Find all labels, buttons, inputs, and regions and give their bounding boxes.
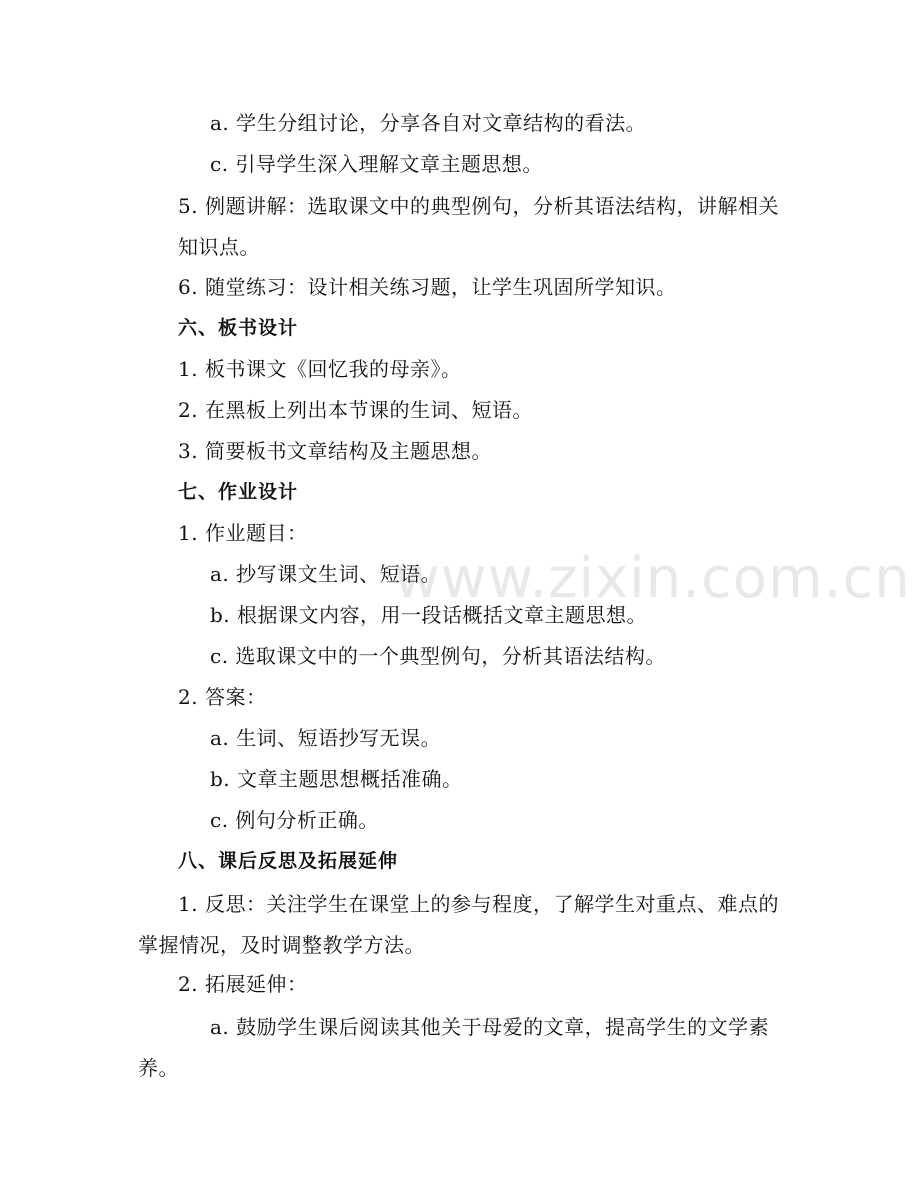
section-heading: 八、课后反思及拓展延伸 bbox=[178, 850, 399, 872]
paragraph-item-6: 6. 随堂练习：设计相关练习题，让学生巩固所学知识。 bbox=[178, 275, 677, 299]
watermark: www.zixin.com.cn bbox=[394, 546, 911, 611]
list-item: c. 例句分析正确。 bbox=[210, 808, 379, 832]
section-heading: 七、作业设计 bbox=[178, 481, 299, 503]
list-item: b. 根据课文内容，用一段话概括文章主题思想。 bbox=[210, 603, 648, 627]
paragraph-text: 1. 反思：关注学生在课堂上的参与程度，了解学生对重点、难点的掌握情况，及时调整教学方法。 bbox=[138, 892, 779, 957]
list-item: a. 学生分组讨论，分享各自对文章结构的看法。 bbox=[210, 111, 647, 135]
list-item: 3. 简要板书文章结构及主题思想。 bbox=[178, 439, 492, 463]
list-item: b. 文章主题思想概括准确。 bbox=[210, 767, 463, 791]
list-item: 1. 作业题目： bbox=[178, 521, 308, 545]
paragraph-extension bbox=[138, 1007, 778, 1089]
paragraph-text: a. 鼓励学生课后阅读其他关于母爱的文章，提高学生的文学素养。 bbox=[138, 1015, 770, 1080]
list-item: 1. 板书课文《回忆我的母亲》。 bbox=[178, 357, 462, 381]
list-item: c. 选取课文中的一个典型例句，分析其语法结构。 bbox=[210, 644, 666, 668]
paragraph-text: 5. 例题讲解：选取课文中的典型例句，分析其语法结构，讲解相关知识点。 bbox=[178, 194, 779, 259]
list-item: c. 引导学生深入理解文章主题思想。 bbox=[210, 152, 543, 176]
list-item: 2. 在黑板上列出本节课的生词、短语。 bbox=[178, 398, 533, 422]
section-heading: 六、板书设计 bbox=[178, 317, 299, 339]
list-item: 2. 答案： bbox=[178, 685, 267, 709]
list-item: a. 生词、短语抄写无误。 bbox=[210, 726, 442, 750]
paragraph-item-5 bbox=[178, 186, 790, 268]
list-item: 2. 拓展延伸： bbox=[178, 972, 308, 996]
paragraph-reflection bbox=[138, 884, 790, 966]
list-item: a. 抄写课文生词、短语。 bbox=[210, 562, 442, 586]
